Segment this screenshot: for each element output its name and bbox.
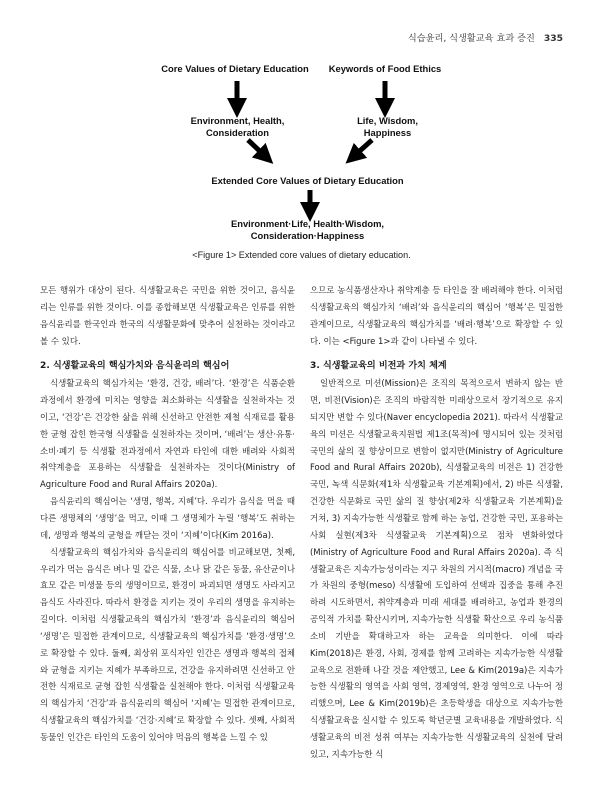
figure-caption: <Figure 1> Extended core values of dietary education.	[192, 250, 411, 260]
life-wisdom-label	[345, 115, 430, 138]
right-column	[310, 282, 563, 763]
page-number: 335	[543, 33, 563, 44]
running-title: 식습윤리, 식생활교육 효과 증진	[407, 33, 535, 44]
left-paragraph-2: 식생활교육의 핵심가치는 ‘환경, 건강, 배려’다. ‘환경’은 식품순환과정에서 환경에 미치는 영향을 최소화하는 식생활을 실천하자는 것이고, ‘건강’은 건강한 삶을 위해 신선하고 안전한 제철 식재료를 활용한 균형 잡힌 한국형 식생활을 실천하자는 것이며, ‘배려’는 생산·유통·소비·폐기 등 식생활 전과정에서 자연과 타인에 대한 배려와 사회적 취약계층을 포용하는 식생활을 실천하자는 것이다(Ministry of Agriculture Food and Rural Affairs 2020a).	[40, 378, 295, 490]
arrow-env-diagonal	[248, 140, 266, 157]
food-ethics-label: Keywords of Food Ethics	[328, 63, 442, 74]
section-heading-2: 2. 식생활교육의 핵심가치와 음식윤리의 핵심어	[40, 361, 230, 372]
arrow-life-diagonal	[353, 140, 372, 157]
left-column	[40, 282, 295, 746]
core-values-label: Core Values of Dietary Education	[161, 63, 309, 74]
left-paragraph-4: 식생활교육의 핵심가치와 음식윤리의 핵심어를 비교해보면, 첫째, 우리가 먹는 음식은 벼나 밀 같은 식물, 소나 닭 같은 동물, 유산균이나 효모 같은 미생물 등의 생명이므로, 환경이 파괴되면 생명도 사라지고 음식도 사라진다. 따라서 환경을 지키는 것이 우리의 생명을 유지하는 길이다. 이처럼 식생활교육의 핵심가치 ‘환경’과 음식윤리의 핵심어 ‘생명’은 밀접한 관계이므로, 식생활교육의 핵심가치를 ‘환경·생명’으로 확장할 수 있다. 둘째, 최상위 포식자인 인간은 생명과 행복의 접체와 균형을 지키는 지혜가 부족하므로, 건강을 유지하려면 신선하고 안전한 식재료로 균형 잡힌 식생활을 실천해야 한다. 이처럼 식생활교육의 핵심가치 ‘건강’과 음식윤리의 핵심어 ‘지혜’는 밀접한 관계이므로, 식생활교육의 핵심가치를 ‘건강·지혜’로 확장할 수 있다. 셋째, 사회적 동물인 인간은 타인의 도움이 있어야 먹음의 행복을 느낄 수 있	[40, 546, 295, 742]
right-paragraph-1: 으므로 농식품생산자나 취약계층 등 타인을 잘 배려해야 한다. 이처럼 식생활교육의 핵심가치 ‘배려’와 음식윤리의 핵심어 ‘행복’은 밀접한 관계이므로, 식생활교육의 핵심가치를 ‘배려·행복’으로 확장할 수 있다. 이는 <Figure 1>과 같이 나타낼 수 있다.	[310, 285, 563, 346]
final-values-line-1: Environment·Life, Health·Wisdom,	[230, 218, 385, 229]
life-wisdom-line-1: Life, Wisdom,	[357, 115, 418, 126]
final-values-label	[220, 218, 395, 241]
right-paragraph-2: 일반적으로 미션(Mission)은 조직의 목적으로서 변하지 않는 반면, 비전(Vision)은 조직의 바람직한 미래상으로서 장기적으로 유지되지만 변할 수 있다(Naver encyclopedia 2021). 따라서 식생활교육의 미션은 식생활교육지원법 제1조(목적)에 명시되어 있는 것처럼 국민의 삶의 질 향상이므로 변함이 없지만(Ministry of Agriculture Food and Rural Affairs 2020b), 식생활교육의 비전은 1) 건강한 국민, 녹색 식문화(제1차 식생활교육 기본계획)에서, 2) 바른 식생활, 건강한 식문화로 국민 삶의 질 향상(제2차 식생활교육 기본계획)을 거쳐, 3) 지속가능한 식생활로 함께 하는 농업, 건강한 국민, 포용하는 사회 실현(제3차 식생활교육 기본계획)으로 점차 변화하였다(Ministry of Agriculture Food and Rural Affairs 2020a). 즉 식생활교육은 지속가능성이라는 지구 차원의 거시적(macro) 개념을 국가 차원의 중형(meso) 식생활에 도입하여 선택과 집중을 통해 추진하려 시도하면서, 취약계층과 미래 세대를 배려하고, 농업과 환경의 공익적 가치를 확산시키며, 지속가능한 식생활 확산으로 우리 농식품 소비 기반을 확대하고자 하는 교육을 의미한다. 이에 따라 Kim(2018)은 환경, 사회, 경제를 함께 고려하는 지속가능한 식생활교육으로 전환해 나갈 것을 제안했고, Lee & Kim(2019a)은 지속가능한 식생활의 영역을 사회 영역, 경제영역, 환경 영역으로 나누어 정리했으며, Lee & Kim(2019b)은 초등학생을 대상으로 지속가능한 식생활교육을 실시할 수 있도록 학년군별 교육내용을 개발하였다. 식생활교육의 비전 성취 여부는 지속가능한 식생활교육의 실천에 달려 있고, 지속가능한 식	[310, 378, 563, 759]
final-values-line-2: Consideration·Happiness	[250, 229, 365, 241]
env-health-line-1: Environment, Health,	[190, 115, 285, 126]
life-wisdom-line-2: Happiness	[363, 126, 412, 138]
figure-arrows	[0, 0, 603, 250]
left-paragraph-3: 음식윤리의 핵심어는 ‘생명, 행복, 지혜’다. 우리가 음식을 먹을 때 다른 생명체의 ‘생명’을 먹고, 이때 그 생명체가 누릴 ‘행복’도 취하는데, 생명과 행복의 균형을 깨닫는 것이 ‘지혜’이다(Kim 2016a).	[40, 496, 295, 540]
env-health-line-2: Consideration	[205, 126, 270, 138]
left-paragraph-1: 모든 행위가 대상이 된다. 식생활교육은 국민을 위한 것이고, 음식윤리는 인류를 위한 것이다. 이를 종합해보면 식생활교육은 인류를 위한 음식윤리를 한국인과 한국의 식생활문화에 맞추어 실천하는 것이라고 볼 수 있다.	[40, 285, 295, 346]
extended-values-label: Extended Core Values of Dietary Education	[211, 175, 404, 186]
env-health-label	[175, 115, 300, 138]
section-heading-3: 3. 식생활교육의 비전과 가치 체계	[310, 361, 447, 372]
